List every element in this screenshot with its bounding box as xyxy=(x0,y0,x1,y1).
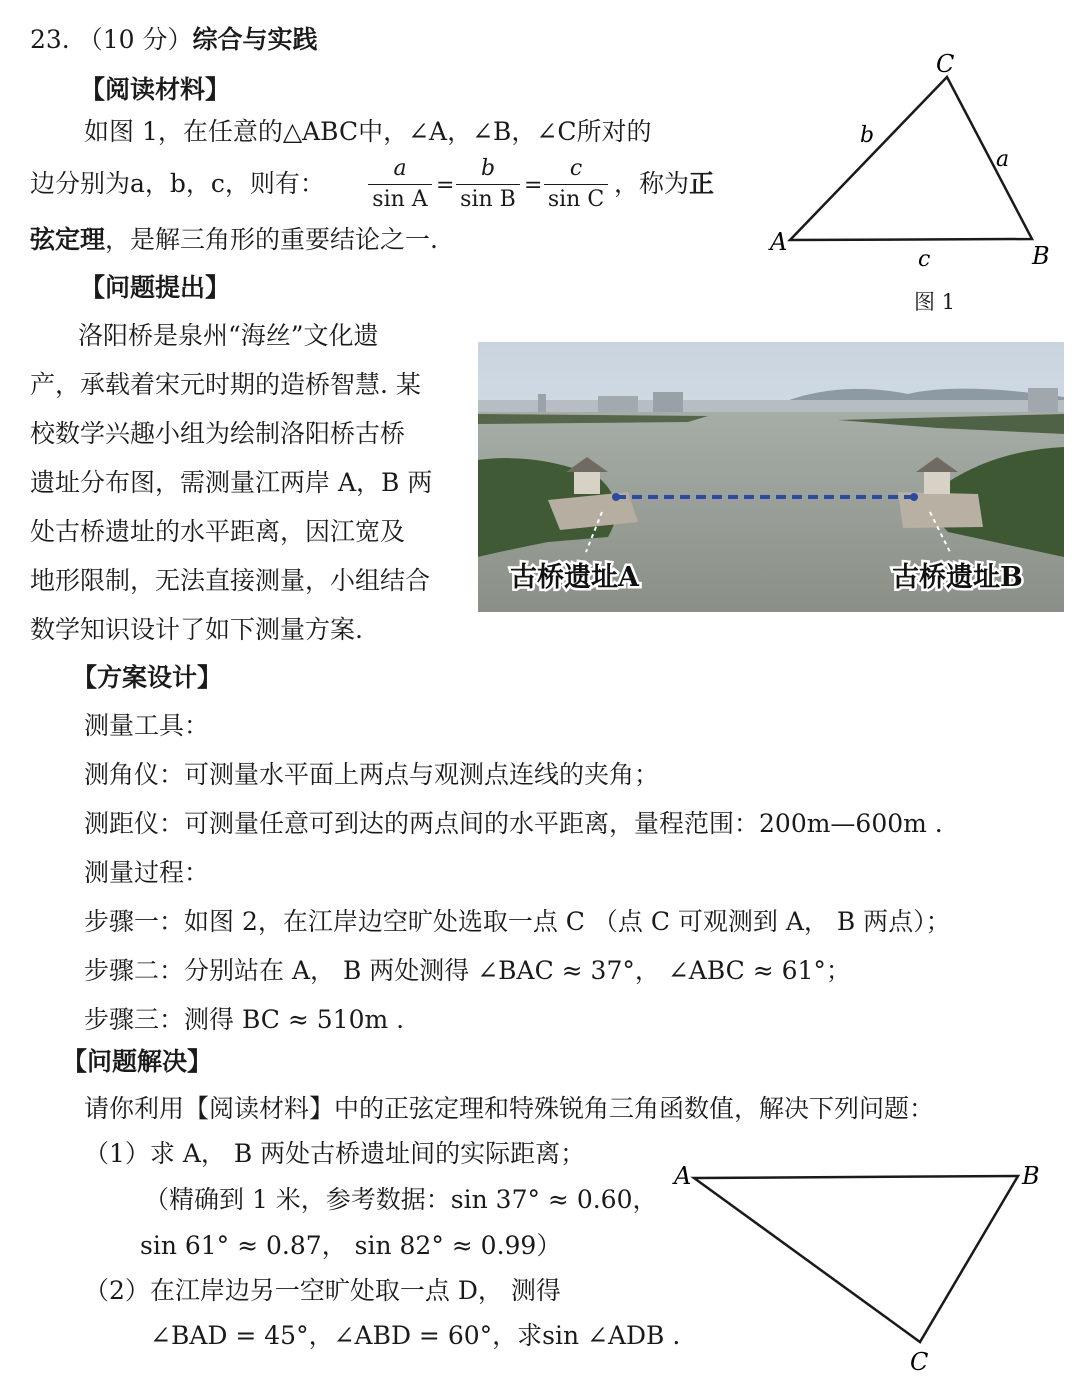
step-1: 步骤一：如图 2，在江岸边空旷处选取一点 C （点 C 可观测到 A， B 两点）； xyxy=(84,907,951,936)
question-1-line-3: sin 61° ≈ 0.87， sin 82° ≈ 0.99） xyxy=(140,1231,562,1260)
intro-line-2: 校数学兴趣小组为绘制洛阳桥古桥 xyxy=(30,419,406,448)
city-building xyxy=(538,394,546,414)
formula-eq1: = xyxy=(436,173,455,198)
point-b-marker xyxy=(910,493,918,501)
fig1-side-c: c xyxy=(918,247,931,272)
left-pavilion xyxy=(574,472,600,494)
fig2-vertex-b: B xyxy=(1022,1162,1040,1190)
fig1-vertex-c: C xyxy=(936,50,955,78)
tools-title: 测量工具： xyxy=(84,711,210,740)
process-title: 测量过程： xyxy=(84,858,210,887)
photo-label-a: 古桥遗址A xyxy=(510,562,639,593)
solve-heading: 【问题解决】 xyxy=(62,1047,213,1076)
bridge-photo xyxy=(478,342,1064,612)
fig1-side-b: b xyxy=(860,123,875,148)
problem-header xyxy=(30,24,318,56)
point-a-marker xyxy=(612,493,620,501)
formula-eq2: = xyxy=(524,173,543,198)
reading-line1: 如图 1，在任意的△ABC中，∠A，∠B，∠C所对的 xyxy=(84,117,652,146)
tool-rangefinder: 测距仪：可测量任意可到达的两点间的水平距离，量程范围：200m—600m . xyxy=(84,809,943,838)
formula-frac-a: a sin A xyxy=(368,156,432,213)
fig2-vertex-a: A xyxy=(674,1162,692,1190)
tool-goniometer: 测角仪：可测量水平面上两点与观测点连线的夹角； xyxy=(84,760,660,789)
intro-line-0: 洛阳桥是泉州“海丝”文化遗 xyxy=(78,321,379,350)
city-building xyxy=(1028,388,1058,414)
reading-line2-after: ，称为正 xyxy=(614,169,715,198)
figure-1-triangle xyxy=(760,50,1060,320)
fig2-vertex-c: C xyxy=(910,1348,929,1376)
question-2-line-2: ∠BAD = 45°，∠ABD = 60°，求sin ∠ADB . xyxy=(150,1321,681,1350)
problem-title: 综合与实践 xyxy=(192,25,318,54)
intro-line-4: 处古桥遗址的水平距离，因江宽及 xyxy=(30,517,406,546)
step-2: 步骤二：分别站在 A， B 两处测得 ∠BAC ≈ 37°， ∠ABC ≈ 61°； xyxy=(84,956,851,985)
problem-number: 23. xyxy=(30,25,70,54)
solve-intro: 请你利用【阅读材料】中的正弦定理和特殊锐角三角函数值，解决下列问题： xyxy=(84,1094,935,1123)
reading-line3: 弦定理，是解三角形的重要结论之一. xyxy=(30,225,438,254)
figure-2-triangle xyxy=(666,1156,1066,1392)
question-2-line-1: （2）在江岸边另一空旷处取一点 D， 测得 xyxy=(84,1276,561,1305)
problem-intro-heading: 【问题提出】 xyxy=(80,273,231,302)
bold-term-a: 正 xyxy=(689,169,715,198)
right-pavilion xyxy=(924,472,950,494)
bold-term-b: 弦定理 xyxy=(30,225,106,254)
intro-line-5: 地形限制，无法直接测量，小组结合 xyxy=(30,566,431,595)
reading-heading: 【阅读材料】 xyxy=(80,75,231,104)
formula-frac-b: b sin B xyxy=(456,156,520,213)
intro-line-3: 遗址分布图，需测量江两岸 A，B 两 xyxy=(30,468,433,497)
formula-frac-c: c sin C xyxy=(544,156,608,213)
photo-label-b: 古桥遗址B xyxy=(892,562,1023,593)
question-1-line-2: （精确到 1 米，参考数据：sin 37° ≈ 0.60， xyxy=(144,1185,658,1214)
problem-score: （10 分） xyxy=(77,25,193,54)
intro-line-6: 数学知识设计了如下测量方案. xyxy=(30,615,363,644)
intro-line-1: 产，承载着宋元时期的造桥智慧. 某 xyxy=(30,370,421,399)
city-building xyxy=(598,396,638,414)
design-heading: 【方案设计】 xyxy=(72,663,223,692)
city-building xyxy=(653,392,683,414)
figure-1-caption: 图 1 xyxy=(914,290,956,314)
fig1-vertex-b: B xyxy=(1032,242,1050,270)
fig1-side-a: a xyxy=(996,147,1010,172)
reading-line2-before: 边分别为a，b，c，则有： xyxy=(30,169,325,198)
fig1-vertex-a: A xyxy=(770,228,788,256)
step-3: 步骤三：测得 BC ≈ 510m . xyxy=(84,1005,405,1034)
question-1-line-1: （1）求 A， B 两处古桥遗址间的实际距离； xyxy=(84,1139,586,1168)
triangle-abc-2 xyxy=(694,1176,1018,1342)
